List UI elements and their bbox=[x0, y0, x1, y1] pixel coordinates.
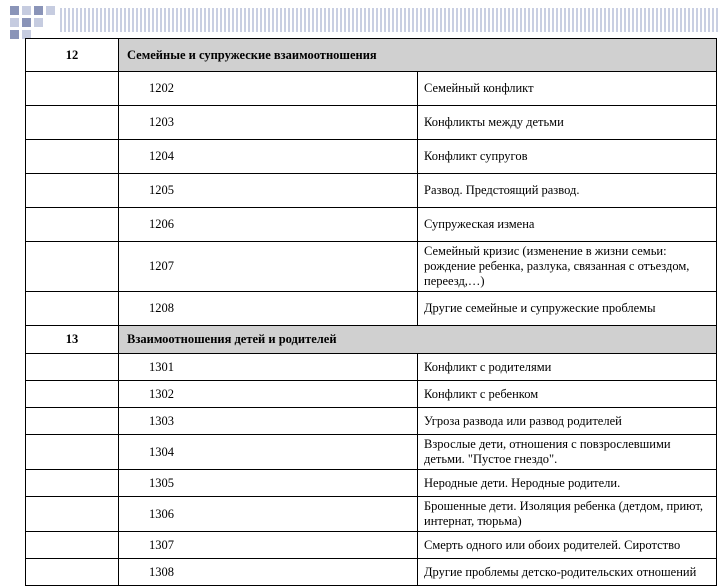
item-code: 1301 bbox=[119, 354, 418, 381]
table-row bbox=[26, 435, 717, 470]
item-code: 1204 bbox=[119, 140, 418, 174]
item-code: 1203 bbox=[119, 106, 418, 140]
item-code: 1306 bbox=[119, 497, 418, 532]
group-header-row bbox=[26, 326, 717, 354]
table-row bbox=[26, 497, 717, 532]
item-text: Конфликты между детьми bbox=[418, 106, 717, 140]
slide-decoration bbox=[0, 0, 720, 40]
item-code: 1207 bbox=[119, 242, 418, 292]
deco-square bbox=[10, 30, 19, 39]
item-code: 1307 bbox=[119, 532, 418, 559]
table-row bbox=[26, 532, 717, 559]
item-text: Конфликт с ребенком bbox=[418, 381, 717, 408]
item-text: Семейный конфликт bbox=[418, 72, 717, 106]
table-row bbox=[26, 140, 717, 174]
group-number: 13 bbox=[26, 326, 119, 354]
group-title: Семейные и супружеские взаимоотношения bbox=[119, 39, 717, 72]
item-code: 1202 bbox=[119, 72, 418, 106]
group-number: 12 bbox=[26, 39, 119, 72]
deco-stripes bbox=[60, 8, 720, 32]
item-text: Смерть одного или обоих родителей. Сиротство bbox=[418, 532, 717, 559]
item-text: Развод. Предстоящий развод. bbox=[418, 174, 717, 208]
deco-square bbox=[34, 6, 43, 15]
deco-square bbox=[22, 18, 31, 27]
table-row bbox=[26, 408, 717, 435]
table-row bbox=[26, 381, 717, 408]
item-text: Семейный кризис (изменение в жизни семьи: рождение ребенка, разлука, связанная с отъездом, переезд,…) bbox=[418, 242, 717, 292]
item-code: 1206 bbox=[119, 208, 418, 242]
item-text: Брошенные дети. Изоляция ребенка (детдом, приют, интернат, тюрьма) bbox=[418, 497, 717, 532]
deco-square bbox=[34, 18, 43, 27]
item-text: Взрослые дети, отношения с повзрослевшими детьми. "Пустое гнездо". bbox=[418, 435, 717, 470]
item-text: Угроза развода или развод родителей bbox=[418, 408, 717, 435]
table-row bbox=[26, 106, 717, 140]
table-row bbox=[26, 470, 717, 497]
table-row bbox=[26, 292, 717, 326]
item-text: Супружеская измена bbox=[418, 208, 717, 242]
deco-square bbox=[10, 18, 19, 27]
table-row bbox=[26, 242, 717, 292]
table-row bbox=[26, 174, 717, 208]
table-row bbox=[26, 559, 717, 586]
item-code: 1205 bbox=[119, 174, 418, 208]
item-text: Другие семейные и супружеские проблемы bbox=[418, 292, 717, 326]
item-text: Другие проблемы детско-родительских отношений bbox=[418, 559, 717, 586]
item-code: 1304 bbox=[119, 435, 418, 470]
item-code: 1305 bbox=[119, 470, 418, 497]
item-code: 1303 bbox=[119, 408, 418, 435]
group-title: Взаимоотношения детей и родителей bbox=[119, 326, 717, 354]
item-text: Неродные дети. Неродные родители. bbox=[418, 470, 717, 497]
table-row bbox=[26, 354, 717, 381]
item-text: Конфликт с родителями bbox=[418, 354, 717, 381]
item-code: 1208 bbox=[119, 292, 418, 326]
item-code: 1308 bbox=[119, 559, 418, 586]
deco-square bbox=[46, 6, 55, 15]
deco-square bbox=[22, 6, 31, 15]
table-row bbox=[26, 72, 717, 106]
classification-table bbox=[25, 38, 717, 586]
group-header-row bbox=[26, 39, 717, 72]
deco-square bbox=[10, 6, 19, 15]
item-text: Конфликт супругов bbox=[418, 140, 717, 174]
item-code: 1302 bbox=[119, 381, 418, 408]
table-row bbox=[26, 208, 717, 242]
